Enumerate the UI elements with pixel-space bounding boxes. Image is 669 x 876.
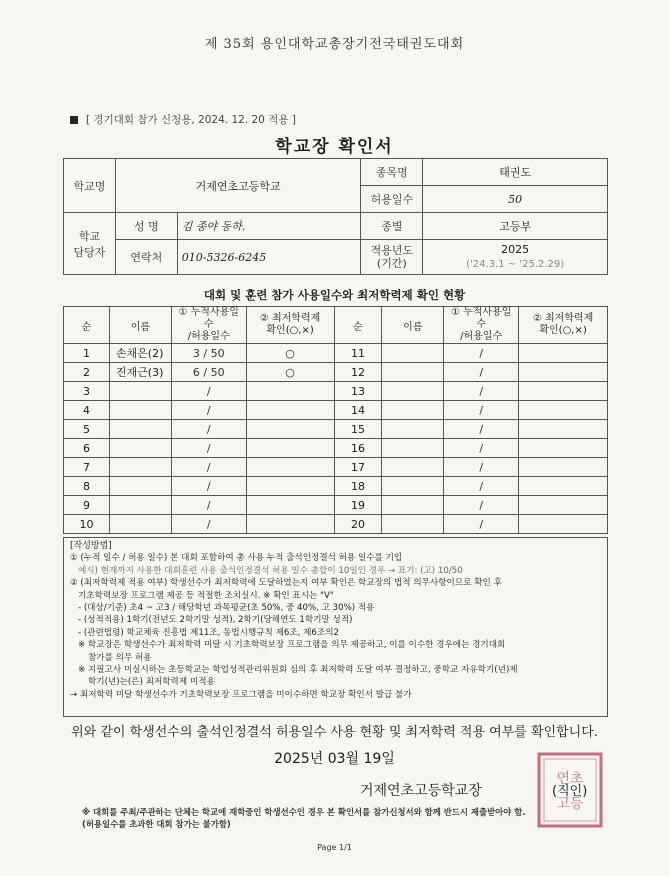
col-name: 이름: [109, 307, 171, 344]
col-no: 순: [64, 307, 110, 344]
method-line: - (대상/기준) 초4 ~ 고3 / 해당학년 과목평균(초 50%, 중 40%, 고 30%) 적용: [78, 603, 375, 614]
table-row: [64, 344, 608, 363]
row-days-right: /: [444, 420, 519, 439]
row-days: /: [171, 439, 246, 458]
division-label: 종별: [361, 213, 423, 240]
row-days-right: /: [444, 382, 519, 401]
row-check: [246, 515, 334, 534]
row-check: ○: [246, 344, 334, 363]
row-no: 2: [64, 363, 110, 382]
row-name: [109, 382, 171, 401]
row-check-right: [519, 382, 608, 401]
writing-method-box: [63, 537, 608, 717]
method-line: 참가를 의무 허용: [88, 652, 152, 663]
row-no: 5: [64, 420, 110, 439]
row-check-right: [519, 363, 608, 382]
row-days-right: /: [444, 363, 519, 382]
row-name-right: [382, 458, 444, 477]
row-check: [246, 382, 334, 401]
year-value: 2025: [501, 243, 530, 256]
table-row: [64, 439, 608, 458]
event-value: 태권도: [423, 159, 608, 186]
footer-line: (허용일수를 초과한 대회 참가는 불가함): [82, 819, 231, 829]
row-check-right: [519, 515, 608, 534]
row-name: 손채은(2): [109, 344, 171, 363]
year-label: 적용년도 (기간): [361, 240, 423, 275]
notice-line: [70, 112, 296, 127]
row-days: /: [171, 515, 246, 534]
row-no: 1: [64, 344, 110, 363]
row-name: [109, 477, 171, 496]
name-label: 성 명: [115, 213, 177, 240]
event-label: 종목명: [361, 159, 423, 186]
table-row: [64, 382, 608, 401]
row-check-right: [519, 344, 608, 363]
col-no-right: 순: [334, 307, 382, 344]
row-check-right: [519, 439, 608, 458]
row-name: [109, 496, 171, 515]
allow-days-label: 허용일수: [361, 186, 423, 213]
row-days: 6 / 50: [171, 363, 246, 382]
col-check-right: ② 최저학력제 확인(○,×): [519, 307, 608, 344]
row-no: 9: [64, 496, 110, 515]
row-days: /: [171, 477, 246, 496]
row-no: 10: [64, 515, 110, 534]
row-check-right: [519, 401, 608, 420]
row-no-right: 19: [334, 496, 382, 515]
method-line: 학기(년)는(은) 최저학력제 미적용: [88, 677, 215, 688]
row-days-right: /: [444, 515, 519, 534]
page-number: Page 1/1: [317, 843, 352, 852]
row-check: [246, 477, 334, 496]
col-check: ② 최저학력제 확인(○,×): [246, 307, 334, 344]
svg-text:고등: 고등: [556, 796, 584, 812]
row-days: /: [171, 496, 246, 515]
row-name: [109, 401, 171, 420]
row-days: /: [171, 401, 246, 420]
usage-subtitle: 대회 및 훈련 참가 사용일수와 최저학력제 확인 현황: [203, 288, 466, 302]
manager-label: 학교 담당자: [64, 213, 116, 275]
row-name: [109, 439, 171, 458]
row-no: 6: [64, 439, 110, 458]
row-name-right: [382, 477, 444, 496]
method-line: - (관련법령) 학교체육 진흥법 제11조, 동법시행규칙 제6조, 제6조의2: [78, 627, 339, 638]
row-no-right: 14: [334, 401, 382, 420]
issue-date: 2025년 03월 19일: [274, 751, 395, 767]
footer-line: ※ 대회를 주최/주관하는 단체는 학교에 재학중인 학생선수인 경우 본 확인서를 참가신청서와 함께 반드시 제출받아야 함.: [82, 807, 526, 817]
row-name-right: [382, 439, 444, 458]
row-check: [246, 496, 334, 515]
row-no-right: 15: [334, 420, 382, 439]
row-name-right: [382, 382, 444, 401]
row-check-right: [519, 420, 608, 439]
row-no-right: 20: [334, 515, 382, 534]
row-no-right: 16: [334, 439, 382, 458]
school-label: 학교명: [64, 159, 116, 213]
row-name-right: [382, 515, 444, 534]
row-days-right: /: [444, 344, 519, 363]
row-check: [246, 401, 334, 420]
division-value: 고등부: [423, 213, 608, 240]
row-no-right: 12: [334, 363, 382, 382]
row-days-right: /: [444, 477, 519, 496]
contact-value: 010-5326-6245: [177, 240, 361, 275]
table-row: [64, 458, 608, 477]
info-table: [63, 158, 608, 275]
row-days: /: [171, 382, 246, 401]
row-name: 진재근(3): [109, 363, 171, 382]
row-days-right: /: [444, 401, 519, 420]
notice-text: [ 경기대회 참가 신청용, 2024. 12. 20 적용 ]: [86, 114, 296, 126]
row-days-right: /: [444, 439, 519, 458]
row-no-right: 13: [334, 382, 382, 401]
row-days: /: [171, 458, 246, 477]
row-name: [109, 515, 171, 534]
method-title: [작성방법]: [70, 541, 112, 551]
row-name-right: [382, 401, 444, 420]
manager-name: 김 종야 동하.: [177, 213, 361, 240]
row-days: /: [171, 420, 246, 439]
table-row: [64, 515, 608, 534]
row-no: 4: [64, 401, 110, 420]
document-title: 학교장 확인서: [275, 137, 394, 157]
method-line: ② (최저학력제 적용 여부) 학생선수가 최저학력에 도달하였는지 여부 확인은 학교장의 법적 의무사항이므로 확인 후: [70, 578, 502, 589]
row-check-right: [519, 496, 608, 515]
row-name-right: [382, 363, 444, 382]
row-check: [246, 420, 334, 439]
confirm-statement: 위와 같이 학생선수의 출석인정결석 허용일수 사용 현황 및 최저학력 적용 여부를 확인합니다.: [71, 725, 598, 740]
table-row: [64, 477, 608, 496]
method-line: → 최저학력 미달 학생선수가 기초학력보장 프로그램을 미이수하면 학교장 확인서 발급 불가: [70, 689, 412, 700]
contact-label: 연락처: [115, 240, 177, 275]
year-cell: [423, 240, 608, 275]
row-no-right: 17: [334, 458, 382, 477]
row-no: 7: [64, 458, 110, 477]
method-line: ※ 지필고사 미실시하는 초등학교는 학업성적관리위원회 심의 후 최저학력 도달 여부 결정하고, 중학교 자유학기(년)제: [78, 665, 518, 676]
row-name: [109, 420, 171, 439]
method-line: ① (누적 일수 / 허용 일수) 본 대회 포함하여 총 사용 누적 출석인정결석 허용 일수를 기입: [70, 553, 403, 564]
footer-note: [82, 806, 642, 830]
method-line: 예시) 현재까지 사용한 대회훈련 사용 출석인정결석 허용 일수 총합이 10일인 경우 → 표기: (고) 10/50: [78, 565, 463, 576]
row-no: 3: [64, 382, 110, 401]
row-no-right: 11: [334, 344, 382, 363]
row-days-right: /: [444, 458, 519, 477]
method-line: 기초학력보장 프로그램 제공 등 적절한 조치실시. ※ 확인 표시는 "V": [78, 590, 334, 601]
row-no-right: 18: [334, 477, 382, 496]
school-name: 거제연초고등학교: [115, 159, 361, 213]
row-check-right: [519, 458, 608, 477]
period-value: ('24.3.1 ~ '25.2.29): [466, 259, 565, 270]
row-check: ○: [246, 363, 334, 382]
principal-name: 거제연초고등학교장: [360, 783, 482, 799]
row-name-right: [382, 344, 444, 363]
row-no: 8: [64, 477, 110, 496]
table-row: [64, 401, 608, 420]
usage-table: [63, 306, 608, 534]
svg-text:연초: 연초: [556, 771, 584, 787]
row-check: [246, 439, 334, 458]
allow-days-value: 50: [423, 186, 608, 213]
row-name-right: [382, 420, 444, 439]
document-header: 제 35회 용인대학교총장기전국태권도대회: [204, 37, 465, 52]
method-line: - (성적적용) 1학기(전년도 2학기말 성적), 2학기(당해연도 1학기말 성적): [78, 615, 353, 626]
row-name-right: [382, 496, 444, 515]
row-days-right: /: [444, 496, 519, 515]
table-row: [64, 420, 608, 439]
col-name-right: 이름: [382, 307, 444, 344]
row-check: [246, 458, 334, 477]
row-days: 3 / 50: [171, 344, 246, 363]
seal-label: (직인): [552, 784, 588, 799]
method-line: ※ 학교장은 학생선수가 최저학력 미달 시 기초학력보장 프로그램을 의무 제공하고, 이를 이수한 경우에는 경기대회: [78, 640, 506, 651]
row-check-right: [519, 477, 608, 496]
col-days: ① 누적사용일수 /허용일수: [171, 307, 246, 344]
row-name: [109, 458, 171, 477]
square-bullet-icon: [70, 116, 78, 124]
col-days-right: ① 누적사용일수 /허용일수: [444, 307, 519, 344]
table-row: [64, 496, 608, 515]
table-row: [64, 363, 608, 382]
